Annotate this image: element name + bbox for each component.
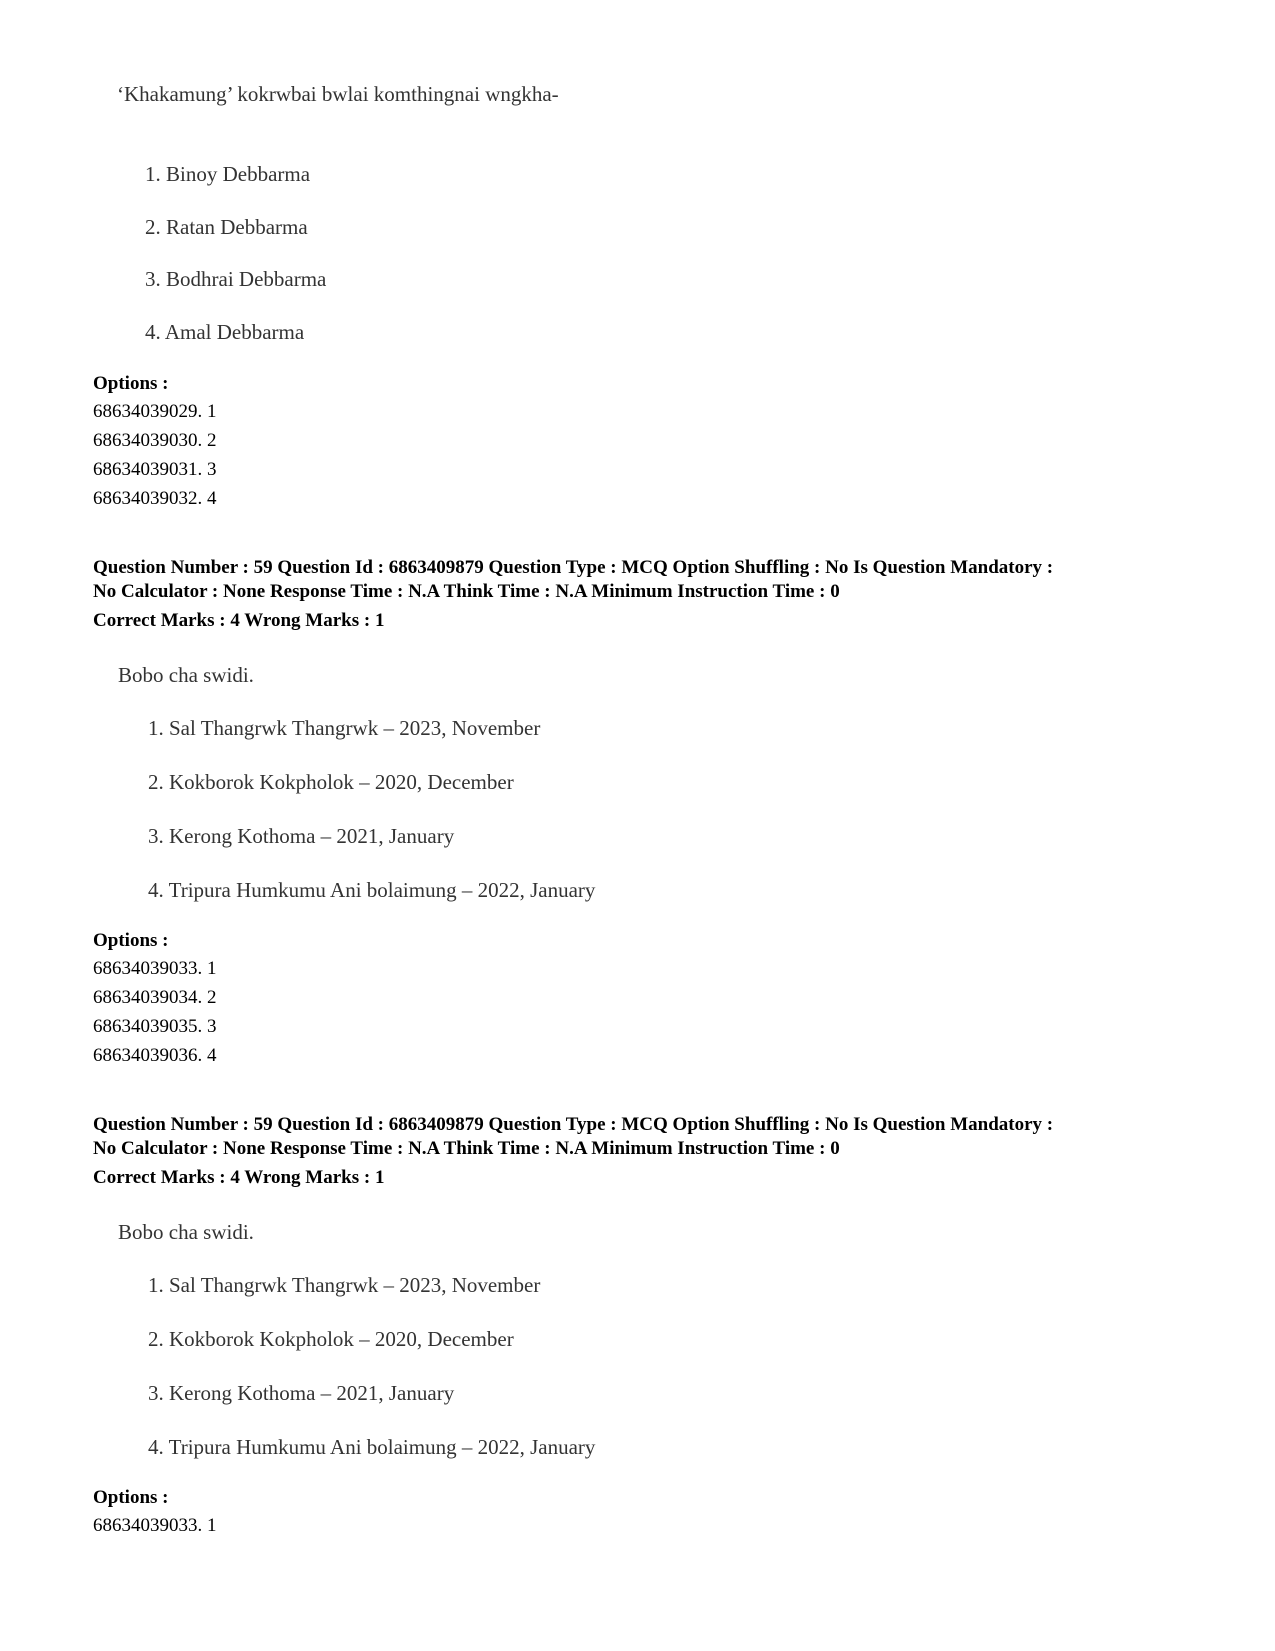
question-choice: 4. Tripura Humkumu Ani bolaimung – 2022, January <box>148 878 596 902</box>
question-choice: 3. Bodhrai Debbarma <box>145 267 327 291</box>
question-marks: Correct Marks : 4 Wrong Marks : 1 <box>93 1167 385 1188</box>
question-choice: 2. Ratan Debbarma <box>145 215 308 239</box>
question-meta-line1: Question Number : 59 Question Id : 6863409879 Question Type : MCQ Option Shuffling : No Is Question Mandatory : <box>93 1114 1054 1135</box>
question-meta-line2: No Calculator : None Response Time : N.A Think Time : N.A Minimum Instruction Time : 0 <box>93 581 840 602</box>
option-line: 68634039029. 1 <box>93 401 217 422</box>
question-stem: ‘Khakamung’ kokrwbai bwlai komthingnai wngkha- <box>117 82 559 106</box>
question-choice: 2. Kokborok Kokpholok – 2020, December <box>148 770 514 794</box>
option-line: 68634039035. 3 <box>93 1016 217 1037</box>
options-label: Options : <box>93 930 169 951</box>
options-label: Options : <box>93 1487 169 1508</box>
option-line: 68634039031. 3 <box>93 459 217 480</box>
options-label: Options : <box>93 373 169 394</box>
question-choice: 1. Sal Thangrwk Thangrwk – 2023, November <box>148 1273 541 1297</box>
question-choice: 1. Sal Thangrwk Thangrwk – 2023, November <box>148 716 541 740</box>
question-choice: 4. Tripura Humkumu Ani bolaimung – 2022, January <box>148 1435 596 1459</box>
question-marks: Correct Marks : 4 Wrong Marks : 1 <box>93 610 385 631</box>
option-line: 68634039033. 1 <box>93 1515 217 1536</box>
option-line: 68634039034. 2 <box>93 987 217 1008</box>
question-stem: Bobo cha swidi. <box>118 663 254 687</box>
option-line: 68634039036. 4 <box>93 1045 217 1066</box>
question-choice: 3. Kerong Kothoma – 2021, January <box>148 824 455 848</box>
question-choice: 2. Kokborok Kokpholok – 2020, December <box>148 1327 514 1351</box>
question-choice: 1. Binoy Debbarma <box>145 162 311 186</box>
question-meta-line1: Question Number : 59 Question Id : 6863409879 Question Type : MCQ Option Shuffling : No Is Question Mandatory : <box>93 557 1054 578</box>
option-line: 68634039033. 1 <box>93 958 217 979</box>
question-choice: 4. Amal Debbarma <box>145 320 305 344</box>
option-line: 68634039032. 4 <box>93 488 217 509</box>
option-line: 68634039030. 2 <box>93 430 217 451</box>
question-meta-line2: No Calculator : None Response Time : N.A Think Time : N.A Minimum Instruction Time : 0 <box>93 1138 840 1159</box>
question-stem: Bobo cha swidi. <box>118 1220 254 1244</box>
question-choice: 3. Kerong Kothoma – 2021, January <box>148 1381 455 1405</box>
